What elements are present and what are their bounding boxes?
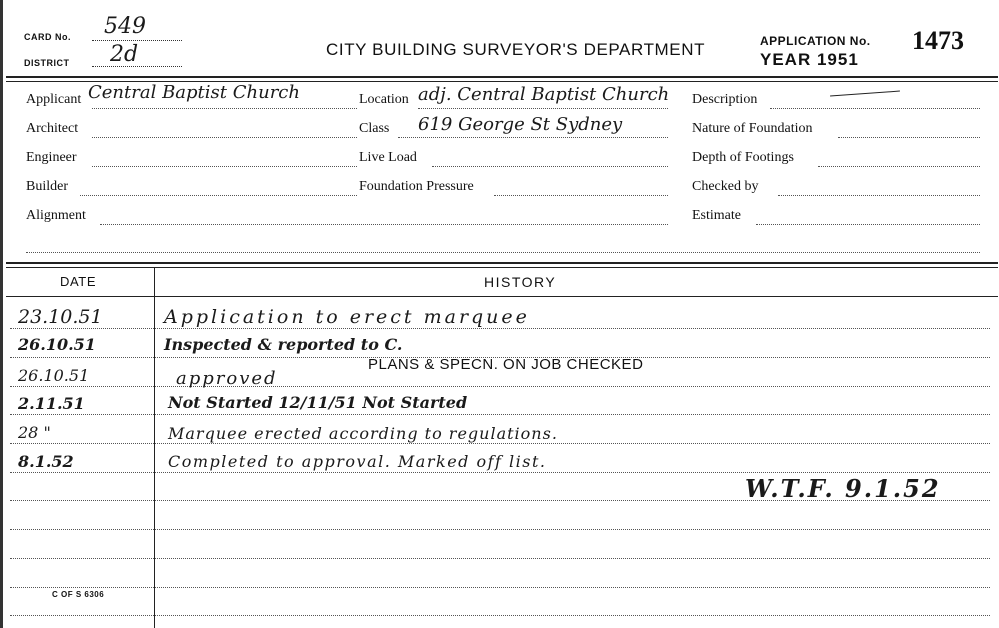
history-date: 2.11.51 [18, 394, 85, 413]
history-line [10, 472, 990, 473]
history-line [10, 529, 990, 530]
history-entry: Marquee erected according to regulations. [168, 424, 558, 443]
card-no-value: 549 [104, 14, 146, 39]
foundation-pressure-label: Foundation Pressure [359, 179, 474, 194]
checked-by-label: Checked by [692, 179, 759, 194]
engineer-line [92, 166, 357, 167]
blank-field-line [26, 252, 980, 253]
live-load-label: Live Load [359, 150, 417, 165]
history-entry: approved [176, 368, 278, 389]
description-line [770, 108, 980, 109]
estimate-line [756, 224, 980, 225]
signature: W.T.F. 9.1.52 [745, 474, 941, 503]
history-line [10, 386, 990, 387]
history-top-rule [6, 262, 998, 264]
architect-line [92, 137, 357, 138]
application-label: APPLICATION No. [760, 34, 871, 48]
foundation-pressure-line [494, 195, 668, 196]
card-no-line [92, 40, 182, 41]
alignment-line [100, 224, 668, 225]
applicant-value: Central Baptist Church [88, 82, 300, 103]
history-entry: Application to erect marquee [164, 306, 530, 328]
architect-label: Architect [26, 121, 79, 136]
location-label: Location [359, 92, 409, 107]
history-date: 26.10.51 [18, 366, 90, 385]
top-rule [6, 76, 998, 78]
applicant-label: Applicant [26, 92, 82, 107]
builder-label: Builder [26, 179, 68, 194]
class-label: Class [359, 121, 390, 136]
nature-of-foundation-line [838, 137, 980, 138]
district-label: DISTRICT [24, 58, 70, 68]
history-date: 28 " [18, 423, 51, 442]
application-number: 1473 [912, 26, 964, 55]
history-entry: Completed to approval. Marked off list. [168, 452, 547, 471]
date-column-header: DATE [60, 274, 97, 289]
year-label: YEAR 1951 [760, 50, 859, 69]
history-date: 26.10.51 [18, 335, 96, 354]
card-left-edge [0, 0, 3, 628]
history-column-header: HISTORY [484, 274, 557, 290]
live-load-line [432, 166, 668, 167]
column-divider [154, 268, 155, 628]
applicant-line [92, 108, 357, 109]
description-label: Description [692, 92, 758, 107]
history-line [10, 587, 990, 588]
depth-of-footings-label: Depth of Footings [692, 150, 794, 165]
history-line [10, 443, 990, 444]
district-line [92, 66, 182, 67]
plans-checked-stamp: PLANS & SPECN. ON JOB CHECKED [368, 356, 644, 373]
district-value: 2d [110, 42, 139, 67]
department-title: CITY BUILDING SURVEYOR'S DEPARTMENT [326, 40, 706, 59]
history-line [10, 414, 990, 415]
card-no-label: CARD No. [24, 32, 71, 42]
class-line [398, 137, 668, 138]
form-code: C OF S 6306 [52, 590, 105, 599]
history-line [10, 615, 990, 616]
engineer-label: Engineer [26, 150, 77, 165]
history-line [10, 558, 990, 559]
alignment-label: Alignment [26, 208, 86, 223]
estimate-label: Estimate [692, 208, 741, 223]
history-entry: Not Started 12/11/51 Not Started [168, 393, 468, 412]
history-entry: Inspected & reported to C. [164, 335, 403, 354]
history-date: 23.10.51 [18, 306, 103, 328]
history-date: 8.1.52 [18, 452, 74, 471]
nature-of-foundation-label: Nature of Foundation [692, 121, 813, 136]
depth-of-footings-line [818, 166, 980, 167]
location-value: adj. Central Baptist Church 619 George St Sydney [418, 84, 670, 135]
checked-by-line [778, 195, 980, 196]
builder-line [80, 195, 357, 196]
description-dash [830, 91, 900, 97]
history-line [10, 328, 990, 329]
